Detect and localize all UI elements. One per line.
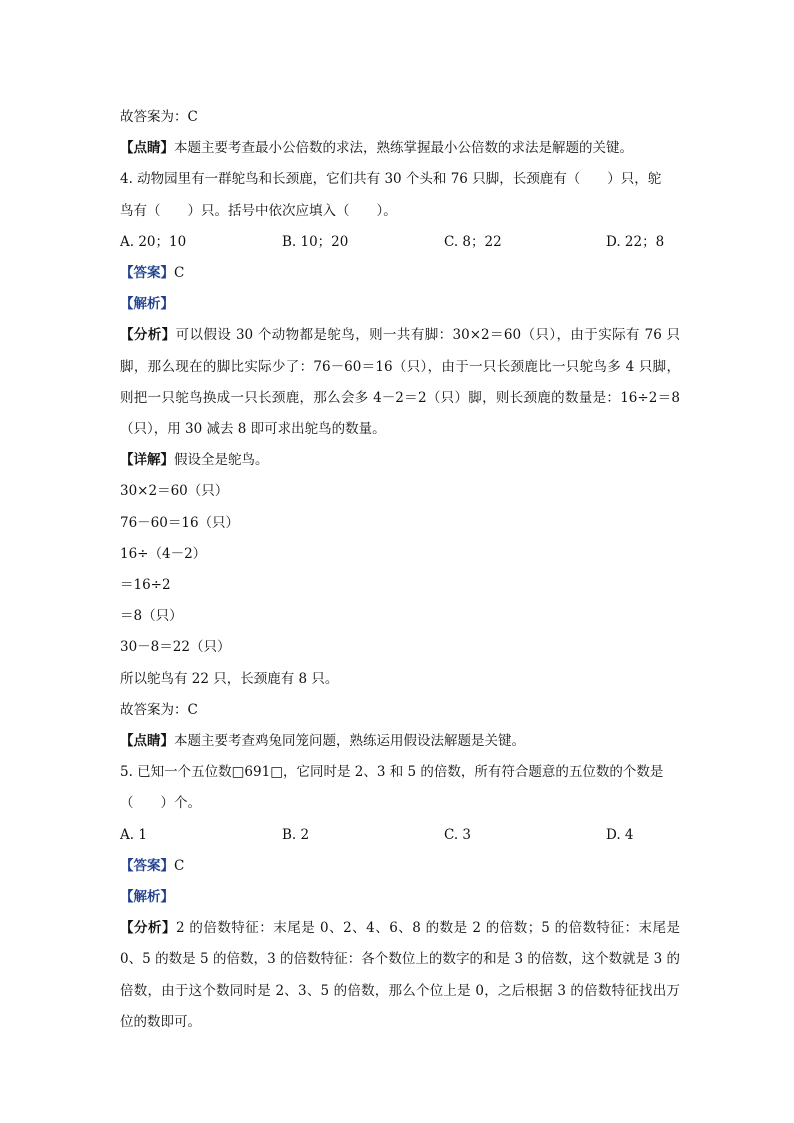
q4-comment	[120, 726, 680, 757]
comment-tag: 【点睛】	[120, 140, 174, 157]
comment-text: 本题主要考查鸡兔同笼问题，熟练运用假设法解题是关键。	[174, 733, 525, 750]
comment-text: 本题主要考查最小公倍数的求法，熟练掌握最小公倍数的求法是解题的关键。	[174, 140, 633, 157]
q4-option-c: C. 8；22	[444, 233, 502, 250]
xiangjie-tag: 【详解】	[120, 452, 174, 469]
q4-analysis-title: 【解析】	[120, 296, 174, 313]
q5-fenxi	[120, 913, 680, 1038]
q4-step: 16÷（4－2）	[120, 545, 207, 562]
q4-xiangjie	[120, 445, 680, 476]
q5-option-b: B. 2	[282, 826, 310, 843]
q4-step: 30×2＝60（只）	[120, 483, 229, 500]
q5-option-a: A. 1	[120, 826, 147, 843]
prev-question-answer-line: 故答案为：C	[120, 109, 198, 125]
q4-step: ＝8（只）	[120, 608, 183, 625]
q5-stem-line2: （ ）个。	[120, 795, 201, 812]
fenxi-text: 可以假设 30 个动物都是鸵鸟，则一共有脚：30×2＝60（只），由于实际有 76 只脚，那么现在的脚比实际少了：76－60＝16（只），由于一只长颈鹿比一只鸵鸟多 4 只脚，则把一只鸵鸟换成一只长颈鹿，那么会多 4－2＝2（只）脚，则长颈鹿的数量是：16÷2＝8（只），用 30 减去 8 即可求出鸵鸟的数量。	[120, 327, 681, 438]
q4-option-b: B. 10；20	[282, 233, 349, 250]
q4-stem-line1: 4. 动物园里有一群鸵鸟和长颈鹿，它们共有 30 个头和 76 只脚，长颈鹿有（ ）只，鸵	[120, 171, 662, 188]
fenxi-tag: 【分析】	[120, 920, 176, 937]
q4-step: ＝16÷2	[120, 577, 171, 594]
fenxi-text: 2 的倍数特征：末尾是 0、2、4、6、8 的数是 2 的倍数；5 的倍数特征：末尾是 0、5 的数是 5 的倍数，3 的倍数特征：各个数位上的数字的和是 3 的倍数，这个数就是 3 的倍数，由于这个数同时是 2、3、5 的倍数，那么个位上是 0，之后根据 3 的倍数特征找出万位的数即可。	[120, 920, 681, 1030]
q4-options	[120, 227, 680, 258]
q5-options	[120, 820, 680, 851]
q4-conclusion: 所以鸵鸟有 22 只，长颈鹿有 8 只。	[120, 670, 339, 687]
comment-tag: 【点睛】	[120, 733, 174, 750]
q4-answer	[120, 258, 680, 289]
answer-tag: 【答案】	[120, 265, 174, 282]
answer-tag: 【答案】	[120, 857, 174, 874]
q4-step: 76－60＝16（只）	[120, 514, 240, 531]
xiangjie-text: 假设全是鸵鸟。	[174, 452, 269, 469]
answer-value: C	[174, 857, 185, 874]
document-content	[120, 102, 680, 1038]
q5-analysis-title: 【解析】	[120, 889, 174, 906]
q4-stem-line2: 鸟有（ ）只。括号中依次应填入（ ）。	[120, 202, 397, 219]
prev-question-comment	[120, 133, 680, 164]
fenxi-tag: 【分析】	[120, 327, 176, 344]
answer-value: C	[174, 265, 185, 282]
q4-step: 30－8＝22（只）	[120, 639, 231, 656]
q5-option-d: D. 4	[606, 826, 634, 843]
q5-stem-line1: 5. 已知一个五位数□691□，它同时是 2、3 和 5 的倍数，所有符合题意的五位数的个数是	[120, 764, 664, 781]
q4-option-a: A. 20；10	[120, 233, 187, 250]
q4-final-answer: 故答案为：C	[120, 701, 198, 718]
q4-option-d: D. 22；8	[606, 233, 665, 250]
q5-option-c: C. 3	[444, 826, 472, 843]
q4-fenxi	[120, 320, 680, 445]
q5-answer	[120, 851, 680, 882]
